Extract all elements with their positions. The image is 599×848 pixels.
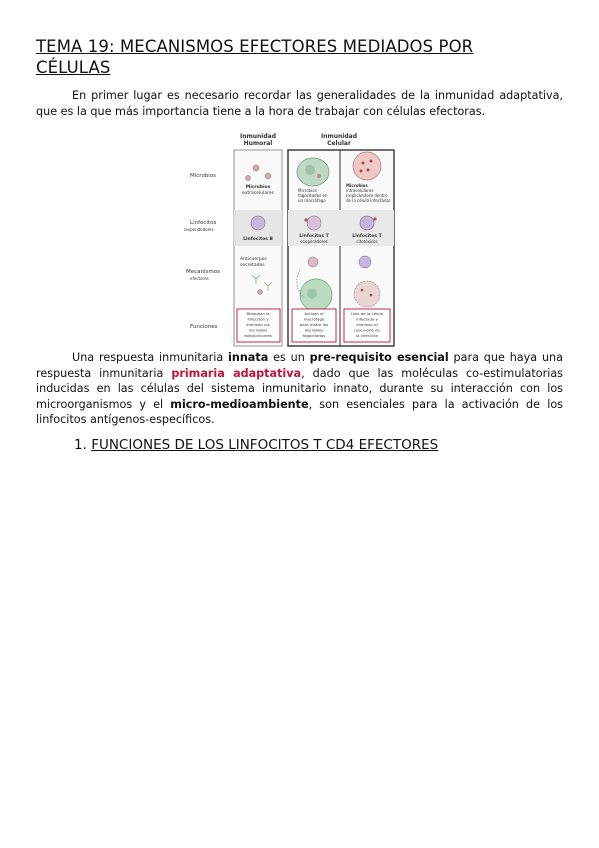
col-humoral-line2: Humoral <box>243 140 273 147</box>
immunity-diagram <box>182 130 404 350</box>
b-lymphocyte-icon <box>251 216 265 230</box>
c1-funcion-line1: Activan el <box>304 311 324 316</box>
row-label-mecanismos: Mecanismos <box>186 269 220 275</box>
p2-text-5: , son esenciales para la activación de los linfocitos antígenos-específicos. <box>36 397 563 427</box>
c1-microbios-line1: Microbios <box>298 188 317 193</box>
h-microbios-line2: extracelulares <box>242 191 274 196</box>
c2-linfocito-line2: citotóxicos <box>356 239 378 244</box>
p2-red-primaria: primaria adaptativa <box>171 366 302 380</box>
c2-microbios-line1: Microbios <box>346 183 368 188</box>
c1-funcion-line5: fagocitados <box>302 333 326 338</box>
immunity-figure <box>182 130 404 350</box>
h-microbios-line1: Microbios <box>245 185 271 190</box>
row-label-mecanismos-sub: efectores <box>190 276 209 281</box>
h-mecanismo-line1: Anticuerpos <box>240 257 267 262</box>
row-label-linfocitos-sub: respondedores <box>184 227 214 232</box>
innate-paragraph <box>36 350 563 428</box>
c1-microbios-line2: fagocitados en <box>298 193 328 198</box>
c2-funcion-line3: eliminan el <box>356 322 378 327</box>
p2-text-1: Una respuesta inmunitaria <box>72 351 229 364</box>
row-label-microbios: Microbios <box>190 173 217 179</box>
h-linfocito: Linfocitos B <box>243 237 273 242</box>
p2-bold-microambiente: micro-medioambiente <box>170 397 309 411</box>
c1-funcion-line3: para matar los <box>299 322 329 327</box>
h-funcion-line4: microbios <box>248 327 268 333</box>
section-heading-1 <box>74 436 438 454</box>
c2-funcion-line1: Lisis de la célula <box>351 311 383 316</box>
infected-cell-icon <box>353 152 381 180</box>
c1-funcion-line2: macrófago <box>303 316 325 322</box>
col-celular-line2: Celular <box>327 140 351 147</box>
c2-linfocito-line1: Linfocitos T <box>352 234 382 239</box>
c2-funcion-line2: infectada y <box>356 316 378 322</box>
c1-funcion-line4: microbios <box>304 327 324 333</box>
p2-bold-prerequisito: pre-requisito esencial <box>309 351 449 364</box>
h-funcion-line1: Bloquean la <box>246 311 270 316</box>
document-title: TEMA 19: MECANISMOS EFECTORES MEDIADOS POR CÉLULAS <box>36 37 474 77</box>
h-funcion-line2: infección y <box>247 316 269 322</box>
c2-funcion-line4: reservorio de <box>354 327 380 333</box>
c2-microbios-line2: intracelulares <box>346 188 374 193</box>
c2-microbios-line4: de la célula infectada) <box>346 198 391 203</box>
p2-text-3: para que haya una respuesta inmunitaria <box>36 351 563 380</box>
row-label-funciones: Funciones <box>190 324 218 330</box>
p2-text-2: es un <box>268 351 310 364</box>
macrophage-icon <box>297 158 329 186</box>
c2-funcion-line5: la infección <box>355 333 379 338</box>
p2-bold-innata: innata <box>228 351 269 364</box>
c1-linfocito-line2: cooperadores <box>300 239 328 244</box>
p2-text-4: , dado que las moléculas co-estimulatorias inducidas en las células del sistema inmunitario innato, durante su interacción con los microorganismos y el <box>36 366 564 411</box>
col-celular-line1: Inmunidad <box>321 133 357 140</box>
col-humoral-line1: Inmunidad <box>240 133 276 140</box>
c1-microbios-line3: un macrófago <box>298 198 326 203</box>
h-mecanismo-line2: secretados <box>240 263 265 268</box>
c1-linfocito-line1: Linfocitos T <box>299 234 329 239</box>
intro-paragraph <box>36 88 563 119</box>
intro-text: En primer lugar es necesario recordar las generalidades de la inmunidad adaptativa, que es la que más importancia tiene a la hora de trabajar con células efectoras. <box>36 89 563 118</box>
row-label-linfocitos: Linfocitos <box>190 220 217 226</box>
section-label: FUNCIONES DE LOS LINFOCITOS T CD4 EFECTORES <box>91 437 439 453</box>
h-funcion-line3: eliminan los <box>246 322 270 327</box>
c2-microbios-line3: (replicándose dentro <box>346 193 388 198</box>
h-funcion-line5: extracelulares <box>244 333 272 338</box>
section-number: 1. <box>74 437 87 453</box>
